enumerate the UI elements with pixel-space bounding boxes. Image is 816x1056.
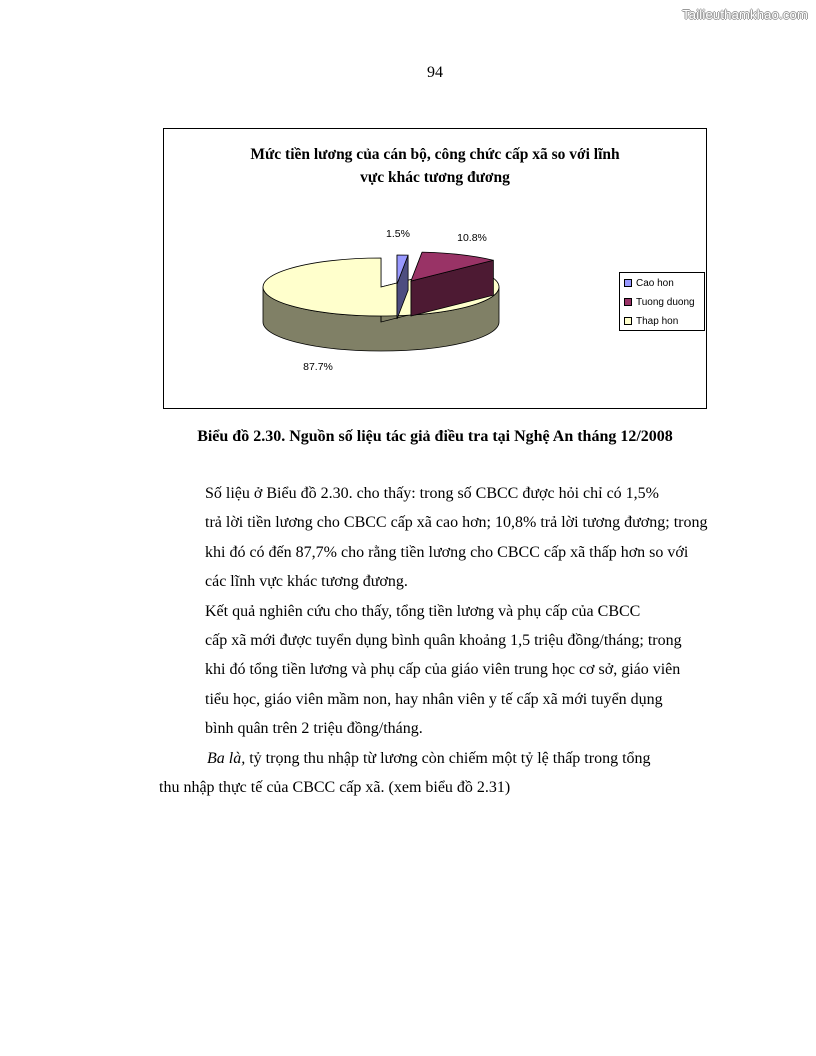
italic-lead: Ba là, (207, 749, 246, 767)
legend-item-thap-hon (624, 314, 678, 328)
legend-swatch (624, 317, 632, 325)
page-number: 94 (427, 64, 443, 81)
legend-swatch (624, 298, 632, 306)
pie-data-label: 87.7% (303, 361, 333, 373)
text-line: Kết quả nghiên cứu cho thấy, tổng tiền lương và phụ cấp của CBCC (205, 602, 641, 620)
pie-chart (163, 128, 707, 409)
text-line: trả lời tiền lương cho CBCC cấp xã cao hơn; 10,8% trả lời tương đương; trong (205, 514, 708, 532)
paragraph-3 (159, 744, 711, 803)
paragraph-2 (159, 597, 711, 744)
legend-swatch (624, 279, 632, 287)
text-line: Số liệu ở Biểu đồ 2.30. cho thấy: trong số CBCC được hỏi chỉ có 1,5% (205, 485, 660, 502)
text-line: các lĩnh vực khác tương đương. (205, 573, 408, 591)
text-line: khi đó có đến 87,7% cho rằng tiền lương cho CBCC cấp xã thấp hơn so với (205, 543, 689, 561)
pie-data-label: 1.5% (386, 228, 410, 240)
paragraph-1 (159, 479, 711, 597)
text-line: tiểu học, giáo viên mầm non, hay nhân viên y tế cấp xã mới tuyển dụng (205, 690, 663, 708)
legend-item-tuong-duong (624, 295, 695, 309)
text-line: khi đó tổng tiền lương và phụ cấp của giáo viên trung học cơ sở, giáo viên (205, 661, 681, 679)
text-line: cấp xã mới được tuyển dụng bình quân khoảng 1,5 triệu đồng/tháng; trong (205, 632, 682, 650)
text-line-rest: tỷ trọng thu nhập từ lương còn chiếm một tỷ lệ thấp trong tổng (245, 749, 651, 767)
chart-legend (619, 272, 705, 331)
pie-data-label: 10.8% (457, 232, 487, 244)
chart-title (164, 143, 706, 189)
chart-title-line: Mức tiền lương của cán bộ, công chức cấp xã so với lĩnh (250, 146, 620, 163)
legend-label: Tuong duong (636, 296, 695, 308)
figure-caption: Biểu đồ 2.30. Nguồn số liệu tác giả điều tra tại Nghệ An tháng 12/2008 (197, 428, 673, 445)
text-line (159, 744, 711, 773)
legend-label: Cao hon (636, 277, 674, 289)
watermark: Tailieuthamkhao.com (682, 7, 808, 22)
legend-label: Thap hon (636, 315, 679, 327)
chart-title-line: vực khác tương đương (360, 169, 510, 186)
text-line: bình quân trên 2 triệu đồng/tháng. (205, 720, 423, 738)
body-text (159, 479, 711, 802)
legend-item-cao-hon (624, 276, 674, 290)
text-line: thu nhập thực tế của CBCC cấp xã. (xem biểu đồ 2.31) (159, 779, 511, 797)
